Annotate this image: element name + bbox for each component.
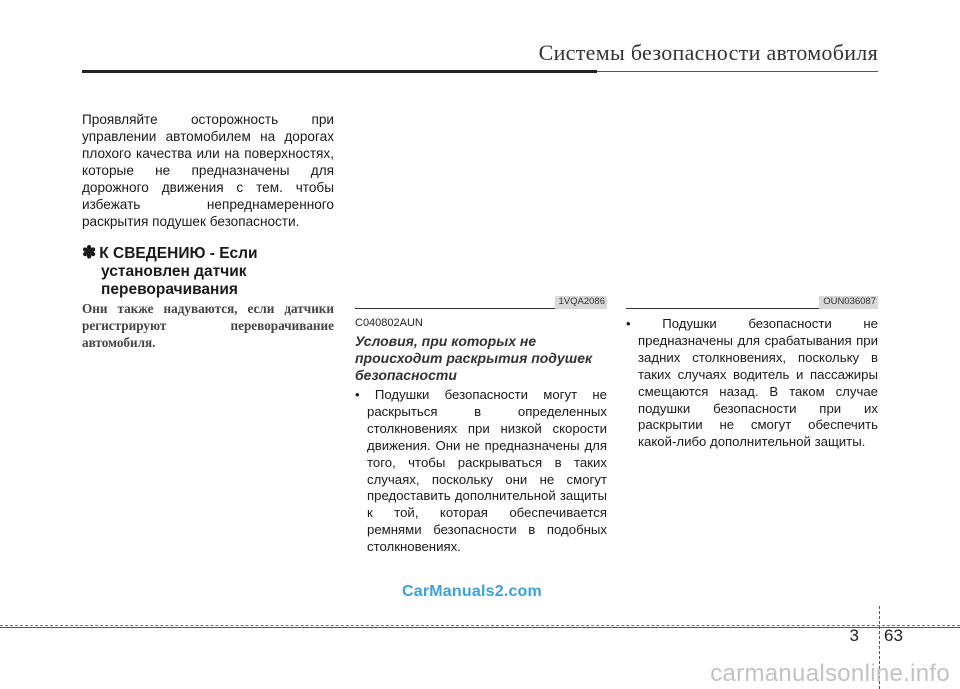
bullet-item: • Подушки безопасности не предназначены для срабатывания при задних столкновениях, поскольку в таких случаях водитель и пассажиры смещаются назад. В таком случае подушки безопасности при их раскрытии не смогут обеспечить какой-либо дополнительной защиты. (626, 316, 878, 450)
info-text: Они также надуваются, если датчики регистрируют переворачивание автомобиля. (82, 301, 334, 350)
site-watermark: carmanualsonline.info (710, 660, 950, 687)
caution-paragraph: Проявляйте осторожность при управлении автомобилем на дорогах плохого качества или на поверхностях, которые не предназначены для дорожного движения с тем. чтобы избежать непреднамеренного раскрытия подушек безопасности. (82, 112, 334, 229)
bullet-item: • Подушки безопасности могут не раскрыться в определенных столкновениях при низкой скорости движения. Они не предназначены для того, чтобы раскрываться в таких случаях, поскольку они не смогут предоставить дополнительной защиты к той, которая обеспечивается ремнями безопасности в подобных столкновениях. (355, 387, 607, 555)
footer-rule (0, 627, 960, 628)
column-3 (626, 316, 878, 451)
image-caption-2: OUN036087 (626, 296, 878, 309)
section-subheading: Условия, при которых не происходит раскрытия подушек безопасности (355, 333, 593, 383)
carmanuals-link[interactable]: CarManuals2.com (402, 583, 542, 600)
chapter-number: 3 (849, 626, 859, 645)
info-heading (82, 244, 334, 299)
section-title: Системы безопасности автомобиля (538, 40, 878, 65)
page-number: 63 (884, 626, 903, 645)
section-code: C040802AUN (355, 317, 423, 329)
header-rule (82, 70, 597, 73)
image-caption-1: 1VQA2086 (355, 296, 607, 309)
column-2 (355, 316, 607, 556)
info-star-icon: ✽ (82, 243, 97, 262)
footer-dashed-rule (0, 625, 960, 626)
header-rule-thin (597, 71, 878, 72)
info-heading-text: К СВЕДЕНИЮ - Если установлен датчик переворачивания (99, 245, 258, 298)
column-1 (82, 111, 334, 351)
